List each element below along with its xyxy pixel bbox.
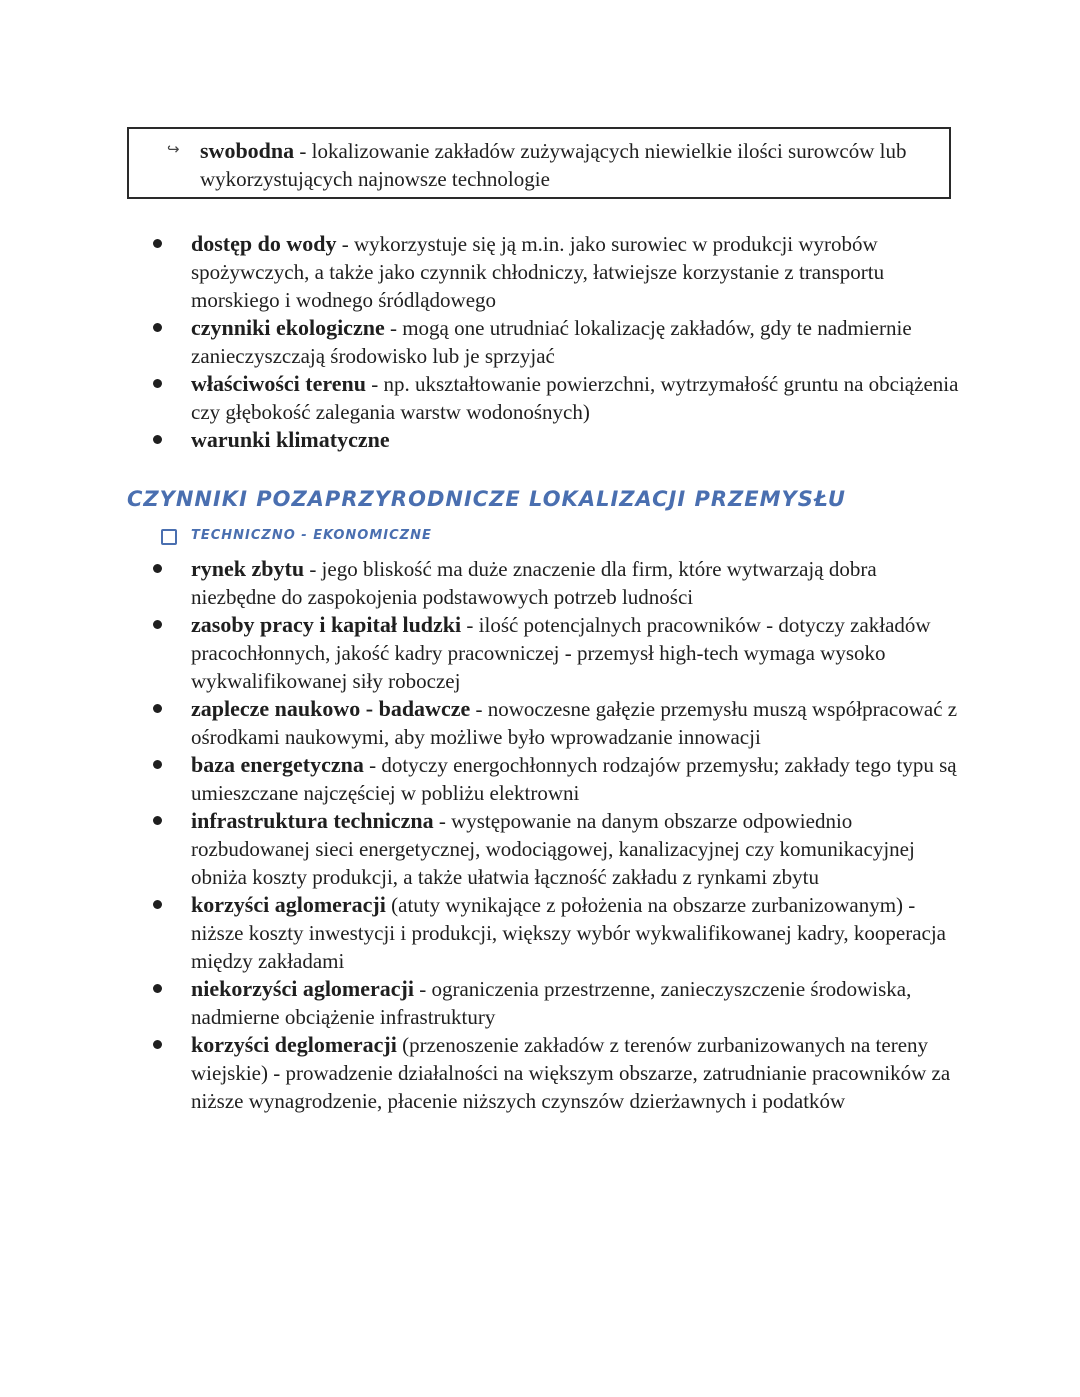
item-desc: - występowanie na danym obszarze odpowiednio rozbudowanej sieci energetycznej, wodociągowej, kanalizacyjnej czy komunikacyjnej obniża koszty produkcji, a także ułatwia łączność zakładu z rynkami zbytu: [191, 809, 915, 889]
definition-text: [200, 137, 945, 193]
bullet-icon: [153, 760, 162, 769]
item-term: rynek zbytu: [191, 556, 305, 581]
bullet-icon: [153, 816, 162, 825]
list-item: [0, 555, 1080, 611]
bullet-icon: [153, 704, 162, 713]
bullet-icon: [153, 435, 162, 444]
item-desc: - ilość potencjalnych pracowników - dotyczy zakładów pracochłonnych, jakość kadry pracowniczej - przemysł high-tech wymaga wysoko wykwalifikowanej siły roboczej: [191, 613, 931, 693]
item-term: korzyści aglomeracji: [191, 892, 386, 917]
definition-term: swobodna: [200, 138, 295, 163]
item-term: zasoby pracy i kapitał ludzki: [191, 612, 462, 637]
item-desc: - nowoczesne gałęzie przemysłu muszą współpracować z ośrodkami naukowymi, aby możliwe było wprowadzanie innowacji: [191, 697, 958, 749]
item-term: czynniki ekologiczne: [191, 315, 385, 340]
item-desc: (atuty wynikające z położenia na obszarze zurbanizowanym) - niższe koszty inwestycji i produkcji, większy wybór wykwalifikowanej kadry, kooperacja między zakładami: [191, 893, 947, 973]
bullet-icon: [153, 900, 162, 909]
item-term: korzyści deglomeracji: [191, 1032, 397, 1057]
checkbox-icon[interactable]: [161, 529, 177, 545]
bullet-icon: [153, 239, 162, 248]
item-term: niekorzyści aglomeracji: [191, 976, 414, 1001]
item-desc: - jego bliskość ma duże znaczenie dla firm, które wytwarzają dobra niezbędne do zaspokojenia podstawowych potrzeb ludności: [191, 557, 877, 609]
item-term: warunki klimatyczne: [191, 427, 390, 452]
subsection-label: TECHNICZNO - EKONOMICZNE: [191, 528, 432, 543]
list-item: [0, 370, 1080, 426]
item-desc: - ograniczenia przestrzenne, zanieczyszczenie środowiska, nadmierne obciążenie infrastruktury: [191, 977, 912, 1029]
natural-factors-list: [0, 230, 1080, 454]
item-desc: (przenoszenie zakładów z terenów zurbanizowanych na tereny wiejskie) - prowadzenie działalności na większym obszarze, zatrudnianie pracowników za niższe wynagrodzenie, płacenie niższych czynszów dzierżawnych i podatków: [191, 1033, 951, 1113]
list-item: [0, 975, 1080, 1031]
section-title: CZYNNIKI POZAPRZYRODNICZE LOKALIZACJI PRZEMYSŁU: [127, 487, 846, 511]
definition-desc: - lokalizowanie zakładów zużywających niewielkie ilości surowców lub wykorzystujących najnowsze technologie: [200, 139, 907, 191]
list-item: [0, 695, 1080, 751]
bullet-icon: [153, 1040, 162, 1049]
list-item: [0, 230, 1080, 314]
technical-economic-factors-list: [0, 555, 1080, 1115]
item-term: właściwości terenu: [191, 371, 366, 396]
bullet-icon: [153, 323, 162, 332]
list-item: [0, 807, 1080, 891]
bullet-icon: [153, 379, 162, 388]
item-desc: - dotyczy energochłonnych rodzajów przemysłu; zakłady tego typu są umieszczane najczęściej w pobliżu elektrowni: [191, 753, 957, 805]
bullet-icon: [153, 984, 162, 993]
bullet-icon: [153, 620, 162, 629]
item-desc: - wykorzystuje się ją m.in. jako surowiec w produkcji wyrobów spożywczych, a także jako czynnik chłodniczy, łatwiejsze korzystanie z transportu morskiego i wodnego śródlądowego: [191, 232, 885, 312]
list-item: [0, 314, 1080, 370]
item-term: dostęp do wody: [191, 231, 337, 256]
item-term: zaplecze naukowo - badawcze: [191, 696, 471, 721]
item-term: infrastruktura techniczna: [191, 808, 434, 833]
list-item: [0, 751, 1080, 807]
list-item: [0, 1031, 1080, 1115]
item-desc: - np. ukształtowanie powierzchni, wytrzymałość gruntu na obciążenia czy głębokość zalegania warstw wodonośnych): [191, 372, 959, 424]
list-item: [0, 426, 1080, 454]
item-desc: - mogą one utrudniać lokalizację zakładów, gdy te nadmiernie zanieczyszczają środowisko lub je sprzyjać: [191, 316, 912, 368]
list-item: [0, 891, 1080, 975]
item-term: baza energetyczna: [191, 752, 364, 777]
definition-box: [127, 127, 951, 199]
list-item: [0, 611, 1080, 695]
curved-arrow-icon: ↪: [167, 140, 180, 158]
bullet-icon: [153, 564, 162, 573]
